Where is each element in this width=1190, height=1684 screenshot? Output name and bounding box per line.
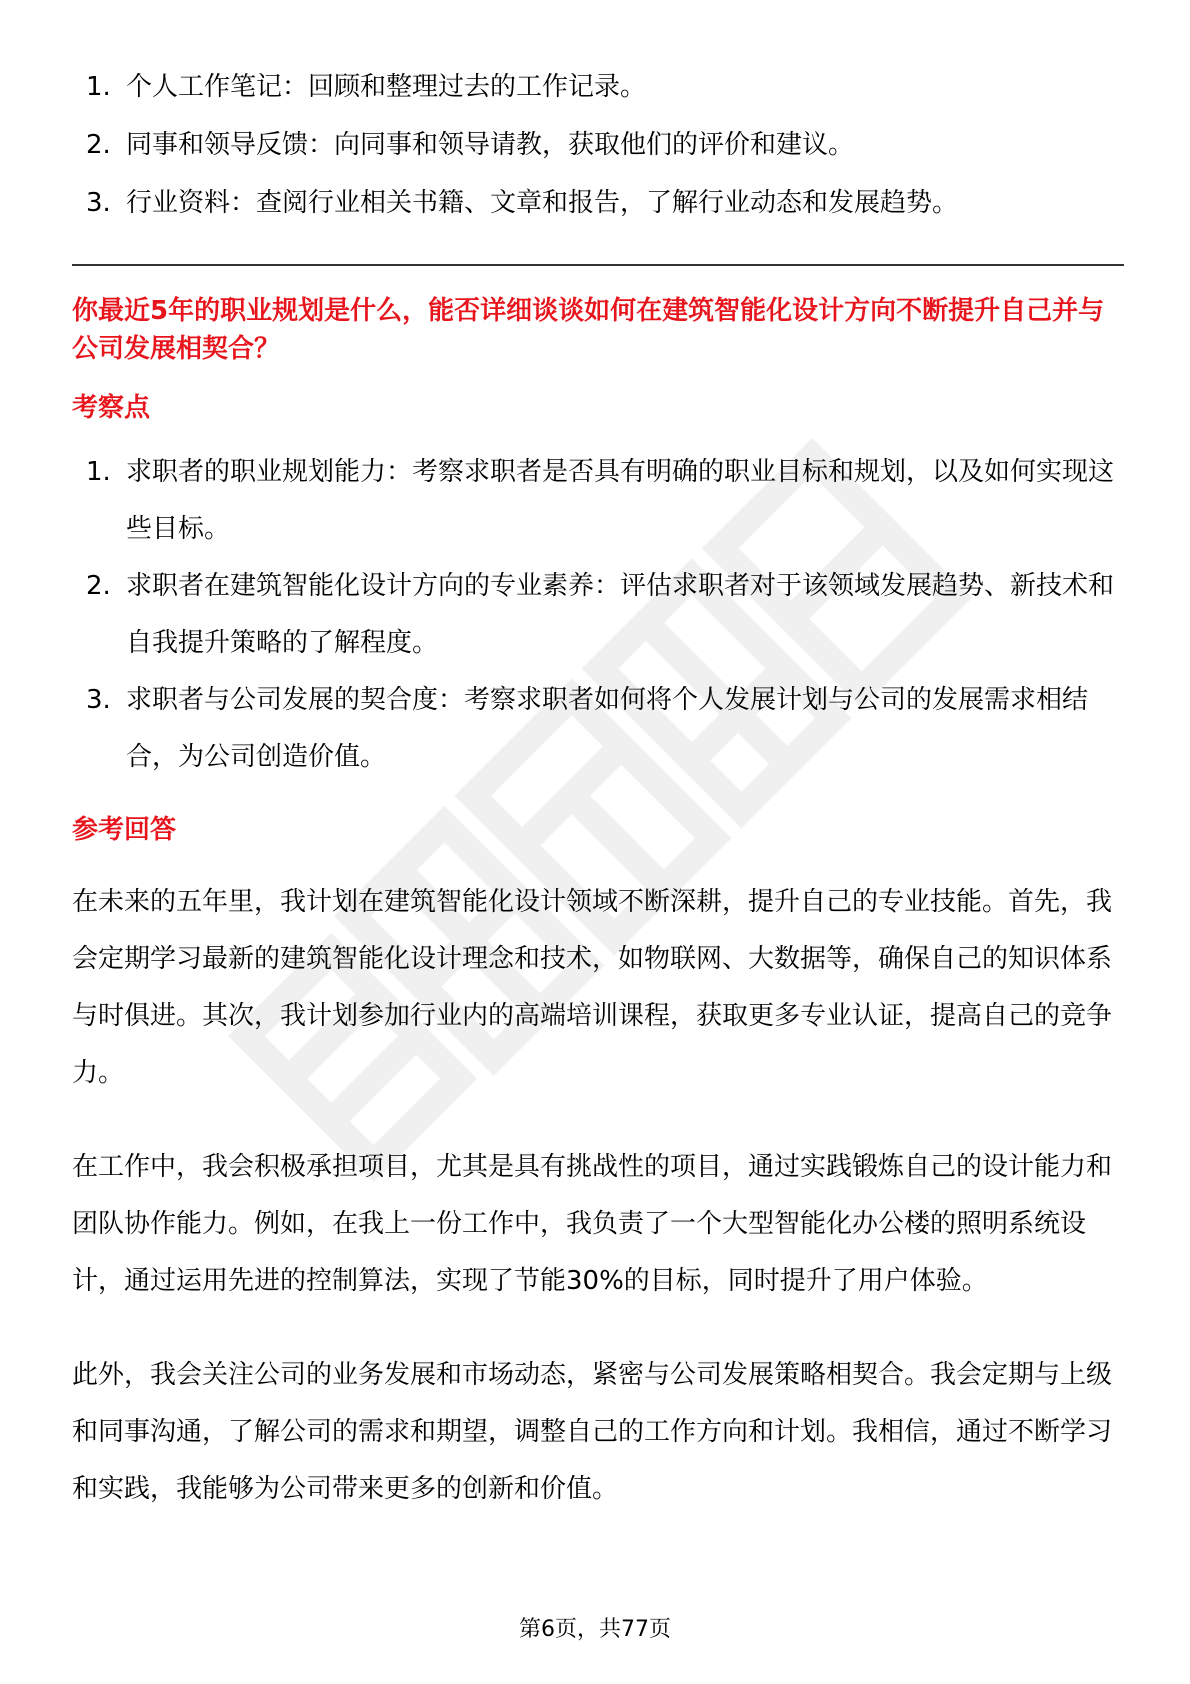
list-text: 求职者在建筑智能化设计方向的专业素养：评估求职者对于该领域发展趋势、新技术和自我提升策略的了解程度。: [126, 571, 1115, 658]
list-item: [72, 116, 1124, 174]
list-number: 2.: [86, 130, 111, 160]
answer-heading: 参考回答: [72, 815, 177, 845]
list-text: 行业资料：查阅行业相关书籍、文章和报告，了解行业动态和发展趋势。: [126, 188, 959, 218]
list-number: 3.: [86, 188, 111, 218]
list-number: 2.: [86, 571, 111, 601]
list-item: [72, 558, 1124, 672]
interview-question: 你最近5年的职业规划是什么，能否详细谈谈如何在建筑智能化设计方向不断提升自己并与公司发展相契合？: [72, 296, 1105, 364]
answer-paragraph: 此外，我会关注公司的业务发展和市场动态，紧密与公司发展策略相契合。我会定期与上级和同事沟通，了解公司的需求和期望，调整自己的工作方向和计划。我相信，通过不断学习和实践，我能够为公司带来更多的创新和价值。: [72, 1360, 1113, 1504]
list-item: [72, 58, 1124, 116]
answer-paragraph: 在工作中，我会积极承担项目，尤其是具有挑战性的项目，通过实践锻炼自己的设计能力和团队协作能力。例如，在我上一份工作中，我负责了一个大型智能化办公楼的照明系统设计，通过运用先进的控制算法，实现了节能30%的目标，同时提升了用户体验。: [72, 1152, 1113, 1296]
page-number-footer: 第6页，共77页: [519, 1617, 671, 1642]
list-text: 同事和领导反馈：向同事和领导请教，获取他们的评价和建议。: [126, 130, 855, 160]
list-number: 3.: [86, 685, 111, 715]
section-divider: [72, 264, 1124, 266]
list-number: 1.: [86, 457, 111, 487]
list-text: 求职者与公司发展的契合度：考察求职者如何将个人发展计划与公司的发展需求相结合，为公司创造价值。: [126, 685, 1089, 772]
list-item: [72, 672, 1124, 786]
assessment-points-list: [72, 444, 1124, 786]
list-item: [72, 174, 1124, 232]
document-page: [72, 58, 1124, 1518]
points-heading: 考察点: [72, 393, 151, 423]
list-text: 个人工作笔记：回顾和整理过去的工作记录。: [126, 72, 647, 102]
list-text: 求职者的职业规划能力：考察求职者是否具有明确的职业目标和规划，以及如何实现这些目标。: [126, 457, 1115, 544]
source-list: [72, 58, 1124, 232]
answer-paragraph: 在未来的五年里，我计划在建筑智能化设计领域不断深耕，提升自己的专业技能。首先，我会定期学习最新的建筑智能化设计理念和技术，如物联网、大数据等，确保自己的知识体系与时俱进。其次，我计划参加行业内的高端培训课程，获取更多专业认证，提高自己的竞争力。: [72, 887, 1113, 1088]
list-number: 1.: [86, 72, 111, 102]
list-item: [72, 444, 1124, 558]
